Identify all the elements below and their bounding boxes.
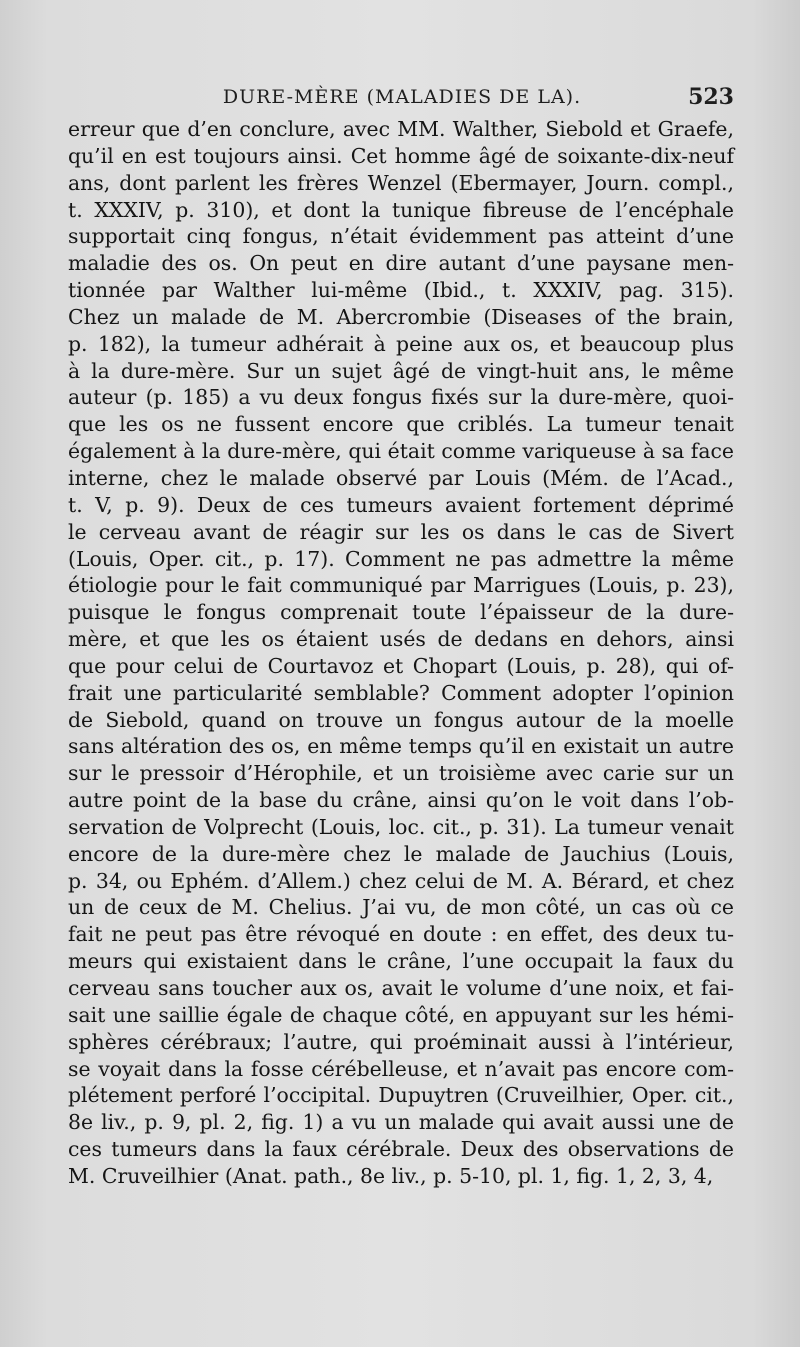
text-line: un de ceux de M. Chelius. J’ai vu, de mon côté, un cas où ce xyxy=(68,895,734,920)
text-line: se voyait dans la fosse cérébelleuse, et n’avait pas encore com- xyxy=(68,1056,734,1081)
text-line: p. 182), la tumeur adhérait à peine aux os, et beaucoup plus xyxy=(68,331,734,356)
text-line: meurs qui existaient dans le crâne, l’une occupait la faux du xyxy=(68,949,734,974)
text-line: également à la dure-mère, qui était comme variqueuse à sa face xyxy=(68,439,734,464)
text-line: de Siebold, quand on trouve un fongus autour de la moelle xyxy=(68,707,734,732)
text-line: le cerveau avant de réagir sur les os dans le cas de Sivert xyxy=(68,519,734,544)
text-line: fait ne peut pas être révoqué en doute : en effet, des deux tu- xyxy=(68,922,734,947)
text-line: sphères cérébraux; l’autre, qui proéminait aussi à l’intérieur, xyxy=(68,1029,734,1054)
text-line: t. V, p. 9). Deux de ces tumeurs avaient fortement déprimé xyxy=(68,492,734,517)
text-line: plétement perforé l’occipital. Dupuytren (Cruveilhier, Oper. cit., xyxy=(68,1083,734,1108)
text-line: 8e liv., p. 9, pl. 2, fig. 1) a vu un malade qui avait aussi une de xyxy=(68,1110,734,1135)
text-line: mère, et que les os étaient usés de dedans en dehors, ainsi xyxy=(68,627,734,652)
text-line: tionnée par Walther lui-même (Ibid., t. XXXIV, pag. 315). xyxy=(68,278,734,303)
text-line: interne, chez le malade observé par Louis (Mém. de l’Acad., xyxy=(68,465,734,490)
text-line: autre point de la base du crâne, ainsi qu’on le voit dans l’ob- xyxy=(68,788,734,813)
text-line: sur le pressoir d’Hérophile, et un troisième avec carie sur un xyxy=(68,761,734,786)
text-line: ces tumeurs dans la faux cérébrale. Deux des observations de xyxy=(68,1137,734,1162)
text-line: sait une saillie égale de chaque côté, en appuyant sur les hémi- xyxy=(68,1002,734,1027)
text-line: étiologie pour le fait communiqué par Marrigues (Louis, p. 23), xyxy=(68,573,734,598)
text-line: sans altération des os, en même temps qu’il en existait un autre xyxy=(68,734,734,759)
text-line: encore de la dure-mère chez le malade de Jauchius (Louis, xyxy=(68,841,734,866)
text-line: auteur (p. 185) a vu deux fongus fixés sur la dure-mère, quoi- xyxy=(68,385,734,410)
running-head: DURE-MÈRE (MALADIES DE LA). xyxy=(222,86,582,108)
text-line: cerveau sans toucher aux os, avait le volume d’une noix, et fai- xyxy=(68,976,734,1000)
text-line: M. Cruveilhier (Anat. path., 8e liv., p. 5-10, pl. 1, fig. 1, 2, 3, 4, xyxy=(68,1163,714,1188)
text-line: t. XXXIV, p. 310), et dont la tunique fibreuse de l’encéphale xyxy=(68,197,734,222)
text-line: maladie des os. On peut en dire autant d’une paysane men- xyxy=(68,251,734,276)
page-header xyxy=(70,84,734,114)
text-line: qu’il en est toujours ainsi. Cet homme âgé de soixante-dix-neuf xyxy=(68,143,734,168)
body-text xyxy=(68,116,734,1190)
text-line: p. 34, ou Ephém. d’Allem.) chez celui de M. A. Bérard, et chez xyxy=(68,868,734,893)
text-line: que pour celui de Courtavoz et Chopart (Louis, p. 28), qui of- xyxy=(68,653,734,678)
text-line: frait une particularité semblable? Comment adopter l’opinion xyxy=(68,680,734,705)
text-line: supportait cinq fongus, n’était évidemment pas atteint d’une xyxy=(68,224,734,249)
text-line: à la dure-mère. Sur un sujet âgé de vingt-huit ans, le même xyxy=(68,358,734,383)
text-line: ans, dont parlent les frères Wenzel (Ebermayer, Journ. compl., xyxy=(68,170,734,195)
text-line: Chez un malade de M. Abercrombie (Diseases of the brain, xyxy=(68,304,734,329)
text-line: (Louis, Oper. cit., p. 17). Comment ne pas admettre la même xyxy=(68,546,734,571)
page-number: 523 xyxy=(688,84,734,110)
text-line: servation de Volprecht (Louis, loc. cit., p. 31). La tumeur venait xyxy=(68,814,734,839)
text-line: puisque le fongus comprenait toute l’épaisseur de la dure- xyxy=(68,600,734,625)
text-line: erreur que d’en conclure, avec MM. Walther, Siebold et Graefe, xyxy=(68,117,734,141)
text-line: que les os ne fussent encore que criblés. La tumeur tenait xyxy=(68,412,734,437)
